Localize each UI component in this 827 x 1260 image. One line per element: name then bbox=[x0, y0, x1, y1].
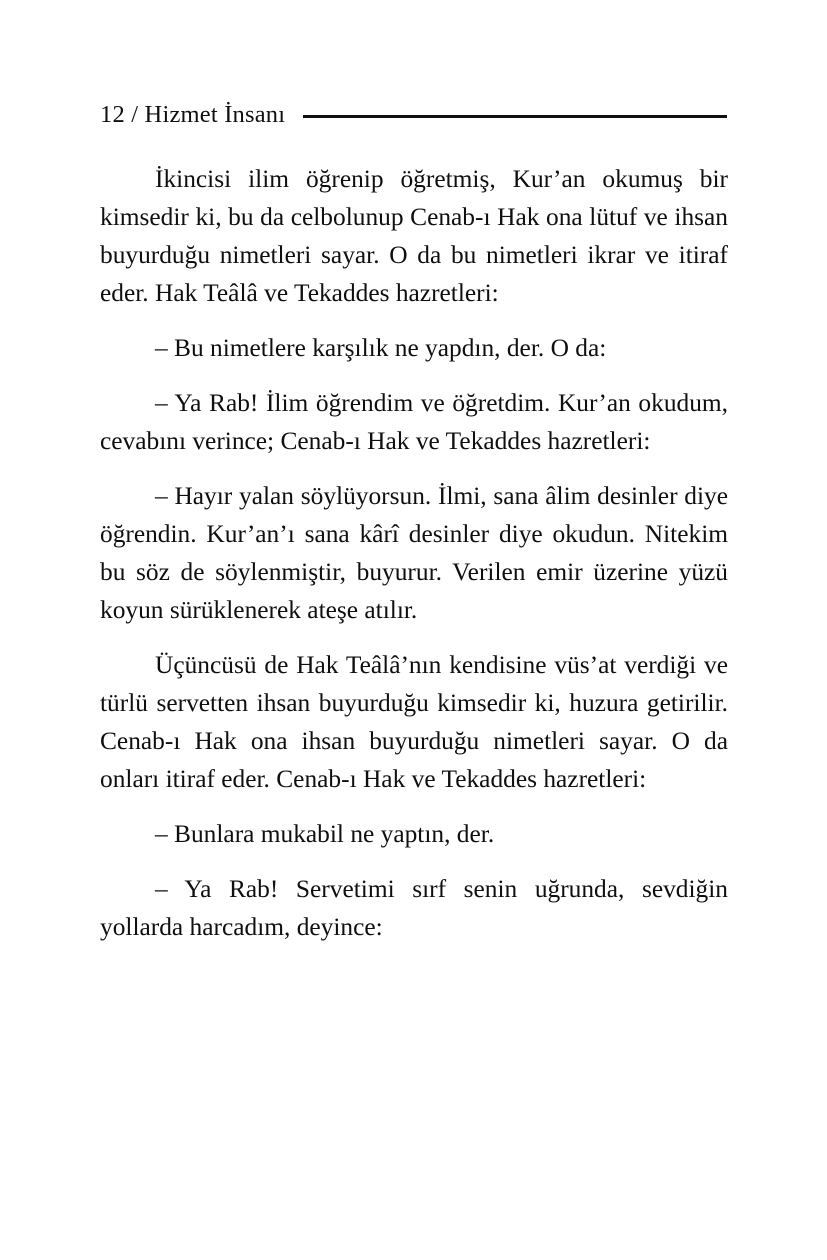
page-header-label: 12 / Hizmet İnsanı bbox=[100, 100, 286, 128]
paragraph-3: – Ya Rab! İlim öğrendim ve öğretdim. Kur’an okudum, cevabını verince; Cenab-ı Hak ve Tekaddes hazretleri: bbox=[100, 389, 728, 455]
paragraph-5: Üçüncüsü de Hak Teâlâ’nın kendisine vüs’at verdiği ve türlü servetten ihsan buyurduğu kimsedir ki, huzura getirilir. Cenab-ı Hak ona ihsan buyurduğu nimetleri sayar. O da onları itiraf eder. Cenab-ı Hak ve Tekaddes hazretleri: bbox=[100, 651, 728, 793]
paragraph-2: – Bu nimetlere karşılık ne yapdın, der. O da: bbox=[155, 334, 607, 362]
paragraph-1: İkincisi ilim öğrenip öğretmiş, Kur’an okumuş bir kimsedir ki, bu da celbolunup Cenab-ı Hak ona lütuf ve ihsan buyurduğu nimetleri sayar. O da bu nimetleri ikrar ve itiraf eder. Hak Teâlâ ve Tekaddes hazretleri: bbox=[100, 165, 728, 307]
body-text-column bbox=[100, 160, 728, 946]
header-divider-rule bbox=[303, 115, 727, 118]
paragraph-6: – Bunlara mukabil ne yaptın, der. bbox=[155, 820, 495, 848]
running-header bbox=[100, 98, 727, 132]
paragraph-4: – Hayır yalan söylüyorsun. İlmi, sana âlim desinler diye öğrendin. Kur’an’ı sana kârî desinler diye okudun. Nitekim bu söz de söylenmiştir, buyurur. Verilen emir üzerine yüzü koyun sürüklenerek ateşe atılır. bbox=[100, 482, 728, 624]
paragraph-7: – Ya Rab! Servetimi sırf senin uğrunda, sevdiğin yollarda harcadım, deyince: bbox=[100, 875, 728, 941]
